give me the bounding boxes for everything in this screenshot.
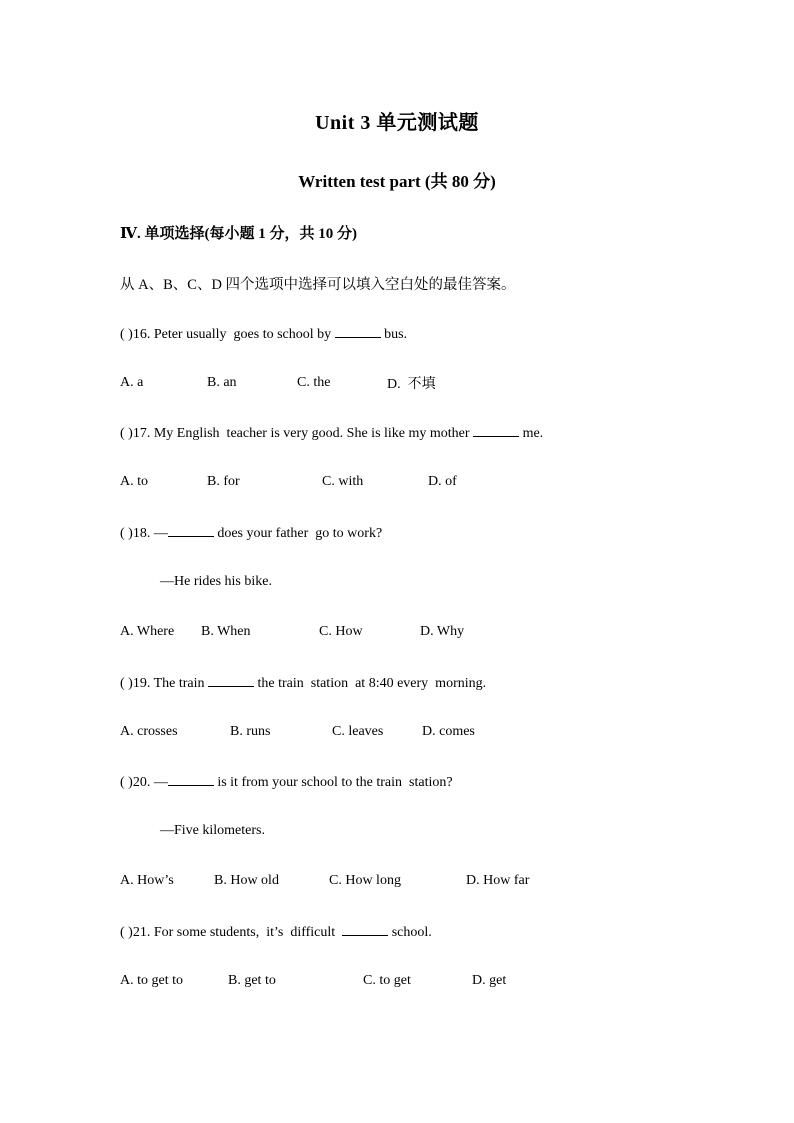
option-c: C. leaves [332, 724, 384, 739]
answer-blank [473, 424, 519, 437]
option-d: D. Why [420, 624, 465, 639]
answer-blank [168, 524, 214, 537]
option-b: B. an [207, 375, 237, 390]
answer-line-20: —Five kilometers. [160, 823, 265, 838]
question-21 [120, 923, 432, 941]
answer-blank [335, 325, 381, 338]
option-a: A. to get to [120, 973, 183, 988]
option-a: A. a [120, 375, 144, 390]
answer-line-18: —He rides his bike. [160, 574, 272, 589]
option-d: D. 不填 [387, 377, 436, 392]
option-d: D. How far [466, 873, 530, 888]
question-19 [120, 674, 486, 692]
option-d: D. of [428, 474, 457, 489]
option-b: B. for [207, 474, 240, 489]
answer-blank [342, 923, 388, 936]
question-20 [120, 773, 453, 791]
question-text: the train station at 8:40 every morning. [254, 676, 487, 691]
option-b: B. How old [214, 873, 279, 888]
question-18 [120, 524, 382, 542]
option-c: C. How [319, 624, 363, 639]
option-a: A. Where [120, 624, 175, 639]
page-title: Unit 3 单元测试题 [315, 112, 479, 134]
question-text: school. [388, 925, 432, 940]
option-c: C. the [297, 375, 331, 390]
section-heading: Ⅳ. 单项选择(每小题 1 分，共 10 分) [120, 226, 358, 242]
question-text: is it from your school to the train station? [213, 775, 453, 790]
question-17 [120, 424, 543, 442]
question-text: ( )18. — [120, 526, 168, 541]
question-text: bus. [380, 327, 408, 342]
option-a: A. How’s [120, 873, 174, 888]
option-c: C. with [322, 474, 364, 489]
option-b: B. get to [228, 973, 276, 988]
question-text: does your father go to work? [213, 526, 383, 541]
instruction-text: 从 A、B、C、D 四个选项中选择可以填入空白处的最佳答案。 [120, 277, 516, 293]
question-text: ( )20. — [120, 775, 168, 790]
question-text: ( )19. The train [120, 676, 208, 691]
option-c: C. How long [329, 873, 401, 888]
page-subtitle: Written test part (共 80 分) [298, 172, 496, 191]
question-text: ( )17. My English teacher is very good. She is like my mother [120, 426, 474, 441]
option-a: A. crosses [120, 724, 178, 739]
answer-blank [208, 674, 254, 687]
option-c: C. to get [363, 973, 411, 988]
question-text: ( )21. For some students, it’s difficult [120, 925, 343, 940]
option-a: A. to [120, 474, 148, 489]
option-d: D. get [472, 973, 507, 988]
question-text: me. [519, 426, 544, 441]
option-b: B. runs [230, 724, 271, 739]
question-16 [120, 325, 407, 343]
question-text: ( )16. Peter usually goes to school by [120, 327, 335, 342]
answer-blank [168, 773, 214, 786]
option-b: B. When [201, 624, 251, 639]
option-d: D. comes [422, 724, 475, 739]
